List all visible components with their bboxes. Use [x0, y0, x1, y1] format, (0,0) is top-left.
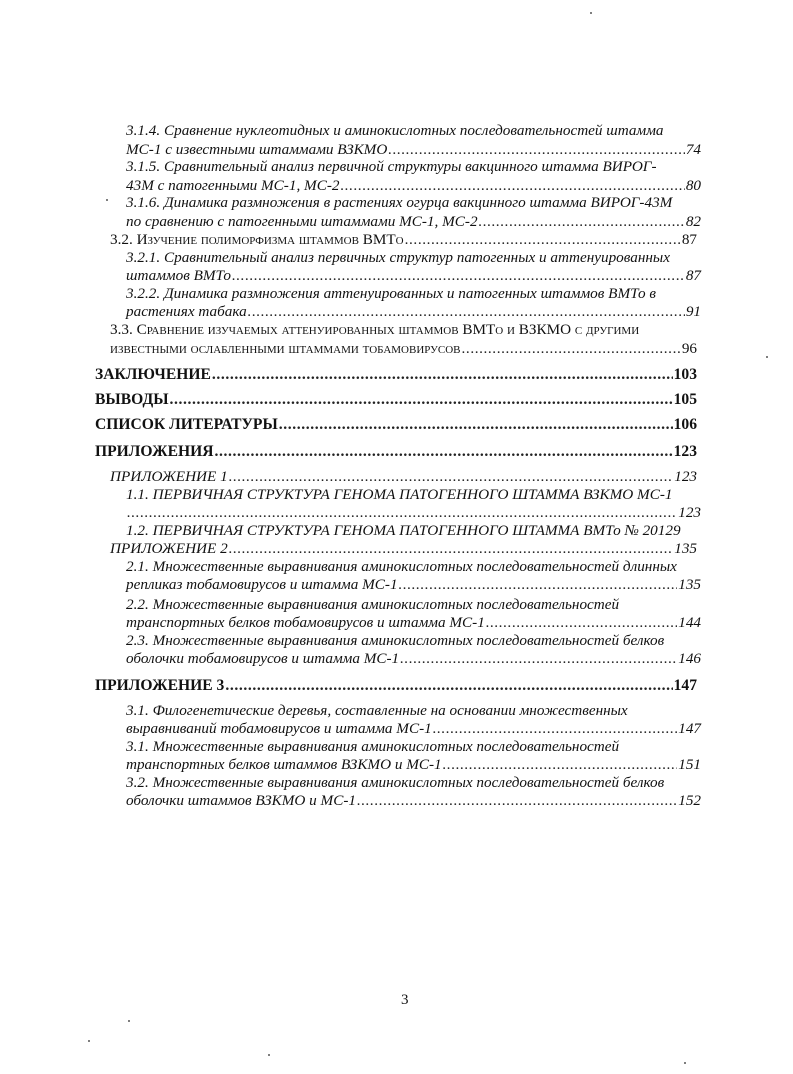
- dot-leader: [399, 576, 678, 594]
- toc-line: [126, 285, 701, 303]
- toc-line: [95, 443, 697, 461]
- toc-line: [126, 141, 701, 159]
- toc-entry-text: 3.1.6. Динамика размножения в растениях огурца вакцинного штамма ВИРОГ-43М: [126, 194, 673, 211]
- scan-speck: [88, 1040, 90, 1042]
- toc-line: [126, 614, 701, 632]
- toc-entry-text: 3.1. Множественные выравнивания аминокислотных последовательностей: [126, 738, 620, 755]
- toc-line: [95, 416, 697, 434]
- dot-leader: [214, 443, 672, 461]
- toc-page-number: 135: [678, 576, 701, 593]
- toc-entry-text: репликаз тобамовирусов и штамма МС-1: [126, 576, 398, 593]
- dot-leader: [341, 177, 685, 195]
- toc-entry-text: по сравнению с патогенными штаммами МС-1, МС-2: [126, 213, 478, 230]
- toc-line: [126, 558, 701, 576]
- scan-speck: [766, 356, 768, 358]
- toc-page-number: 87: [681, 231, 697, 248]
- dot-leader: [248, 303, 685, 321]
- toc-line: [126, 504, 701, 522]
- dot-leader: [225, 677, 672, 695]
- toc-line: [110, 540, 697, 558]
- toc-line: [110, 231, 697, 249]
- dot-leader: [388, 141, 685, 159]
- toc-entry-text: транспортных белков тобамовирусов и штамма МС-1: [126, 614, 485, 631]
- toc-page-number: 74: [685, 141, 701, 158]
- toc-page-number: 96: [681, 340, 697, 357]
- toc-page-number: 147: [678, 720, 701, 737]
- toc-line: [126, 194, 701, 212]
- toc-line: [126, 650, 701, 668]
- toc-line: [95, 677, 697, 695]
- dot-leader: [433, 720, 677, 738]
- dot-leader: [170, 391, 673, 409]
- toc-entry-text: ПРИЛОЖЕНИЯ: [95, 443, 214, 460]
- toc-page-number: 123: [673, 443, 697, 460]
- toc-entry-text: 3.1.4. Сравнение нуклеотидных и аминокислотных последовательностей штамма: [126, 122, 664, 139]
- toc-page-number: 144: [678, 614, 701, 631]
- toc-entry-text: выравниваний тобамовирусов и штамма МС-1: [126, 720, 432, 737]
- toc-line: [110, 321, 697, 339]
- toc-entry-text: 2.2. Множественные выравнивания аминокислотных последовательностей: [126, 596, 620, 613]
- toc-entry-text: 3.2.1. Сравнительный анализ первичных структур патогенных и аттенуированных: [126, 249, 670, 266]
- dot-leader: [462, 340, 681, 358]
- toc-line: [126, 720, 701, 738]
- toc-entry-text: ПРИЛОЖЕНИЕ 1: [110, 468, 228, 485]
- toc-entry-text: 3.2. Множественные выравнивания аминокислотных последовательностей белков: [126, 774, 665, 791]
- toc-entry-text: 2.1. Множественные выравнивания аминокислотных последовательностей длинных: [126, 558, 677, 575]
- toc-line: [126, 756, 701, 774]
- dot-leader: [232, 267, 685, 285]
- toc-page-number: 106: [673, 416, 697, 433]
- toc-line: [126, 122, 701, 140]
- dot-leader: [400, 650, 677, 668]
- toc-entry-text: 3.2. Изучение полиморфизма штаммов ВМТо: [110, 231, 404, 248]
- toc-line: [126, 158, 701, 176]
- scan-speck: [684, 1062, 686, 1064]
- toc-line: [126, 249, 701, 267]
- toc-entry-text: СПИСОК ЛИТЕРАТУРЫ: [95, 416, 278, 433]
- toc-line: [126, 632, 701, 650]
- toc-line: [126, 702, 701, 720]
- toc-entry-text: транспортных белков штаммов ВЗКМО и МС-1: [126, 756, 442, 773]
- toc-page-number: 147: [673, 677, 697, 694]
- toc-page-number: 105: [673, 391, 697, 408]
- toc-page-number: 123: [674, 468, 697, 485]
- dot-leader: [229, 468, 674, 486]
- toc-entry-text: штаммов ВМТо: [126, 267, 231, 284]
- toc-entry-text: ПРИЛОЖЕНИЕ 3: [95, 677, 225, 694]
- toc-entry-text: оболочки тобамовирусов и штамма МС-1: [126, 650, 400, 667]
- dot-leader: [479, 213, 685, 231]
- toc-entry-text: 3.1. Филогенетические деревья, составленные на основании множественных: [126, 702, 628, 719]
- toc-line: [126, 213, 701, 231]
- toc-line: [126, 738, 701, 756]
- toc-page-number: 82: [685, 213, 701, 230]
- toc-page-number: 123: [678, 504, 701, 521]
- toc-line: [126, 774, 701, 792]
- toc-entry-text: 1.2. ПЕРВИЧНАЯ СТРУКТУРА ГЕНОМА ПАТОГЕННОГО ШТАММА ВМТо № 20129: [126, 522, 681, 539]
- toc-line: [126, 522, 701, 540]
- toc-line: [126, 576, 701, 594]
- dot-leader: [229, 540, 674, 558]
- toc-line: [126, 486, 701, 504]
- toc-page-number: 91: [685, 303, 701, 320]
- toc-entry-text: ПРИЛОЖЕНИЕ 2: [110, 540, 228, 557]
- dot-leader: [486, 614, 677, 632]
- toc-page-number: 152: [678, 792, 701, 809]
- toc-entry-text: МС-1 с известными штаммами ВЗКМО: [126, 141, 388, 158]
- toc-line: [110, 340, 697, 358]
- toc-page-number: 146: [678, 650, 701, 667]
- toc-entry-text: 3.3. Сравнение изучаемых аттенуированных штаммов ВМТо и ВЗКМО с другими: [110, 321, 640, 338]
- toc-line: [126, 267, 701, 285]
- dot-leader: [443, 756, 678, 774]
- toc-page-number: 80: [685, 177, 701, 194]
- toc-entry-text: 1.1. ПЕРВИЧНАЯ СТРУКТУРА ГЕНОМА ПАТОГЕННОГО ШТАММА ВЗКМО МС-1: [126, 486, 673, 503]
- scan-speck: [106, 199, 108, 201]
- scan-speck: [590, 12, 592, 14]
- page-number: 3: [401, 992, 409, 1008]
- toc-line: [126, 303, 701, 321]
- toc-line: [95, 391, 697, 409]
- toc-page-number: 103: [673, 366, 697, 383]
- toc-line: [95, 366, 697, 384]
- toc-line: [126, 177, 701, 195]
- toc-entry-text: растениях табака: [126, 303, 247, 320]
- toc-entry-text: 3.2.2. Динамика размножения аттенуированных и патогенных штаммов ВМТо в: [126, 285, 656, 302]
- toc-line: [126, 596, 701, 614]
- dot-leader: [357, 792, 677, 810]
- scan-speck: [128, 1020, 130, 1022]
- toc-entry-text: ВЫВОДЫ: [95, 391, 169, 408]
- toc-page-number: 151: [678, 756, 701, 773]
- dot-leader: [279, 416, 673, 434]
- toc-page-number: 87: [685, 267, 701, 284]
- scan-speck: [268, 1054, 270, 1056]
- toc-entry-text: ЗАКЛЮЧЕНИЕ: [95, 366, 211, 383]
- toc-entry-text: 43М с патогенными МС-1, МС-2: [126, 177, 340, 194]
- toc-entry-text: 2.3. Множественные выравнивания аминокислотных последовательностей белков: [126, 632, 665, 649]
- toc-entry-text: 3.1.5. Сравнительный анализ первичной структуры вакцинного штамма ВИРОГ-: [126, 158, 657, 175]
- toc-line: [126, 792, 701, 810]
- toc-page-number: 135: [674, 540, 697, 557]
- dot-leader: [127, 504, 677, 522]
- dot-leader: [405, 231, 681, 249]
- toc-entry-text: известными ослабленными штаммами тобамовирусов: [110, 340, 461, 357]
- dot-leader: [212, 366, 673, 384]
- toc-entry-text: оболочки штаммов ВЗКМО и МС-1: [126, 792, 356, 809]
- toc-line: [110, 468, 697, 486]
